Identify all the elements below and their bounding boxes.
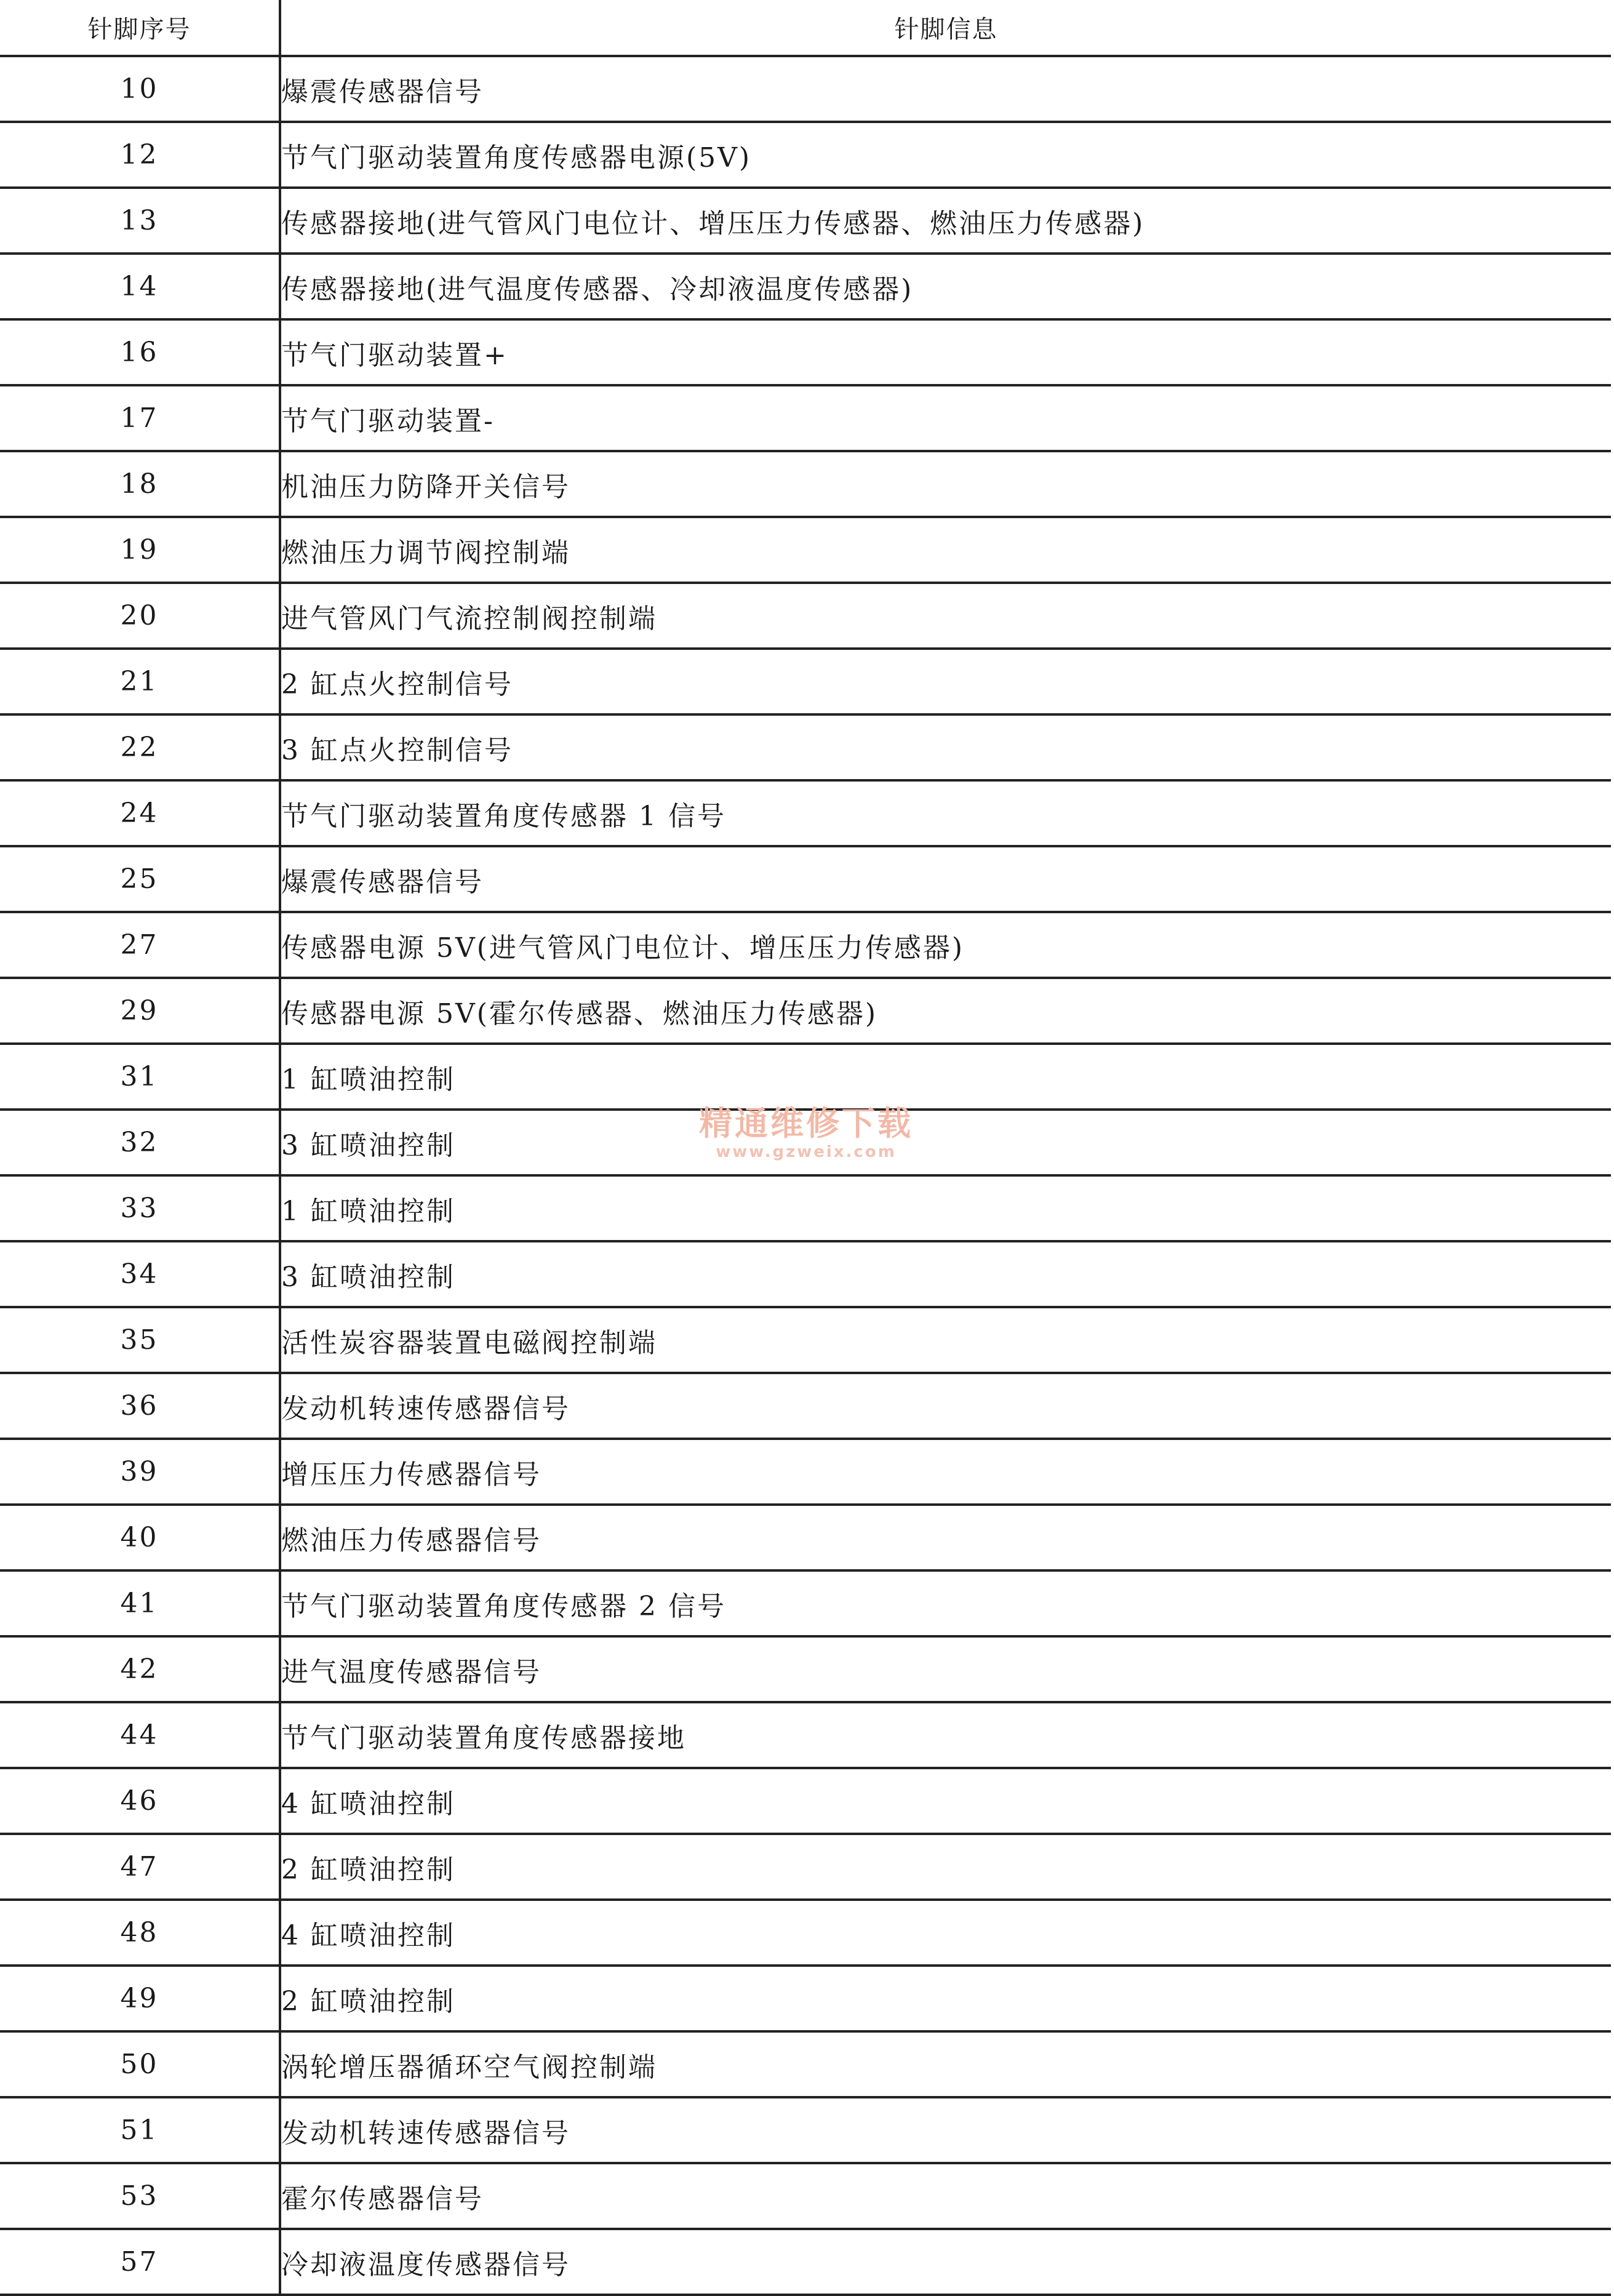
pin-info-cell: 霍尔传感器信号 bbox=[280, 2163, 1611, 2229]
pin-number-cell: 24 bbox=[0, 780, 280, 846]
pin-info-cell: 传感器电源 5V(进气管风门电位计、增压压力传感器) bbox=[280, 912, 1611, 978]
table-row bbox=[0, 517, 1611, 583]
table-row bbox=[0, 1570, 1611, 1636]
pin-number-cell: 27 bbox=[0, 912, 280, 978]
pin-info-cell: 节气门驱动装置- bbox=[280, 385, 1611, 451]
table-row bbox=[0, 319, 1611, 385]
pin-number-cell: 40 bbox=[0, 1505, 280, 1570]
pin-info-cell: 爆震传感器信号 bbox=[280, 846, 1611, 912]
pin-info-cell: 2 缸喷油控制 bbox=[280, 1966, 1611, 2031]
pin-info-cell: 冷却液温度传感器信号 bbox=[280, 2229, 1611, 2295]
table-row bbox=[0, 1834, 1611, 1900]
pin-number-cell: 34 bbox=[0, 1241, 280, 1307]
pin-info-cell: 燃油压力传感器信号 bbox=[280, 1505, 1611, 1570]
pin-number-cell: 57 bbox=[0, 2229, 280, 2295]
table-row bbox=[0, 1702, 1611, 1768]
pin-number-cell: 25 bbox=[0, 846, 280, 912]
pin-number-cell: 14 bbox=[0, 254, 280, 319]
pin-info-cell: 1 缸喷油控制 bbox=[280, 1044, 1611, 1110]
header-pin-number: 针脚序号 bbox=[0, 0, 280, 56]
pin-number-cell: 46 bbox=[0, 1768, 280, 1834]
pin-info-cell: 2 缸喷油控制 bbox=[280, 1834, 1611, 1900]
pin-info-cell: 发动机转速传感器信号 bbox=[280, 1373, 1611, 1439]
pin-info-cell: 3 缸喷油控制 bbox=[280, 1241, 1611, 1307]
table-row bbox=[0, 1175, 1611, 1241]
pin-number-cell: 50 bbox=[0, 2031, 280, 2097]
pin-number-cell: 12 bbox=[0, 122, 280, 188]
pin-info-cell: 节气门驱动装置角度传感器 1 信号 bbox=[280, 780, 1611, 846]
pin-info-cell: 节气门驱动装置+ bbox=[280, 319, 1611, 385]
pin-number-cell: 29 bbox=[0, 978, 280, 1044]
table-row bbox=[0, 2229, 1611, 2295]
pin-number-cell: 17 bbox=[0, 385, 280, 451]
pin-info-cell: 传感器电源 5V(霍尔传感器、燃油压力传感器) bbox=[280, 978, 1611, 1044]
pin-number-cell: 16 bbox=[0, 319, 280, 385]
pin-number-cell: 19 bbox=[0, 517, 280, 583]
header-pin-info: 针脚信息 bbox=[280, 0, 1611, 56]
pin-number-cell: 49 bbox=[0, 1966, 280, 2031]
table-row bbox=[0, 846, 1611, 912]
table-row bbox=[0, 1768, 1611, 1834]
pin-number-cell: 39 bbox=[0, 1439, 280, 1505]
pin-info-cell: 4 缸喷油控制 bbox=[280, 1768, 1611, 1834]
table-row bbox=[0, 978, 1611, 1044]
pin-info-cell: 燃油压力调节阀控制端 bbox=[280, 517, 1611, 583]
pin-number-cell: 33 bbox=[0, 1175, 280, 1241]
pin-number-cell: 47 bbox=[0, 1834, 280, 1900]
pin-info-cell: 发动机转速传感器信号 bbox=[280, 2097, 1611, 2163]
table-row bbox=[0, 1966, 1611, 2031]
pin-info-cell: 1 缸喷油控制 bbox=[280, 1175, 1611, 1241]
pin-info-cell: 节气门驱动装置角度传感器接地 bbox=[280, 1702, 1611, 1768]
pin-number-cell: 53 bbox=[0, 2163, 280, 2229]
table-row bbox=[0, 188, 1611, 254]
pin-number-cell: 42 bbox=[0, 1636, 280, 1702]
pin-info-cell: 传感器接地(进气管风门电位计、增压压力传感器、燃油压力传感器) bbox=[280, 188, 1611, 254]
table-row bbox=[0, 1307, 1611, 1373]
table-row bbox=[0, 385, 1611, 451]
pin-info-cell: 活性炭容器装置电磁阀控制端 bbox=[280, 1307, 1611, 1373]
pin-number-cell: 18 bbox=[0, 451, 280, 517]
pin-number-cell: 36 bbox=[0, 1373, 280, 1439]
pin-number-cell: 41 bbox=[0, 1570, 280, 1636]
pin-number-cell: 13 bbox=[0, 188, 280, 254]
table-row bbox=[0, 2031, 1611, 2097]
pin-number-cell: 44 bbox=[0, 1702, 280, 1768]
table-row bbox=[0, 649, 1611, 714]
table-row bbox=[0, 1636, 1611, 1702]
table-row bbox=[0, 2097, 1611, 2163]
table-row bbox=[0, 1241, 1611, 1307]
pin-number-cell: 10 bbox=[0, 56, 280, 122]
pin-number-cell: 35 bbox=[0, 1307, 280, 1373]
pin-number-cell: 20 bbox=[0, 583, 280, 649]
pin-info-cell: 2 缸点火控制信号 bbox=[280, 649, 1611, 714]
pin-number-cell: 21 bbox=[0, 649, 280, 714]
pin-info-cell: 进气管风门气流控制阀控制端 bbox=[280, 583, 1611, 649]
table-row bbox=[0, 912, 1611, 978]
table-row bbox=[0, 122, 1611, 188]
table-row bbox=[0, 1373, 1611, 1439]
pin-info-cell: 3 缸喷油控制 bbox=[280, 1110, 1611, 1175]
table-header-row bbox=[0, 0, 1611, 56]
pin-info-cell: 涡轮增压器循环空气阀控制端 bbox=[280, 2031, 1611, 2097]
pin-info-cell: 3 缸点火控制信号 bbox=[280, 714, 1611, 780]
pin-info-cell: 机油压力防降开关信号 bbox=[280, 451, 1611, 517]
table-row bbox=[0, 451, 1611, 517]
table-row bbox=[0, 714, 1611, 780]
pin-info-cell: 节气门驱动装置角度传感器电源(5V) bbox=[280, 122, 1611, 188]
pin-number-cell: 32 bbox=[0, 1110, 280, 1175]
watermark-text: 精通维修下载 bbox=[699, 1104, 913, 1143]
pin-info-cell: 进气温度传感器信号 bbox=[280, 1636, 1611, 1702]
pin-info-cell: 传感器接地(进气温度传感器、冷却液温度传感器) bbox=[280, 254, 1611, 319]
pin-number-cell: 51 bbox=[0, 2097, 280, 2163]
watermark-url: www.gzweix.com bbox=[716, 1143, 897, 1161]
table-row bbox=[0, 254, 1611, 319]
pin-info-cell: 增压压力传感器信号 bbox=[280, 1439, 1611, 1505]
pin-info-cell: 爆震传感器信号 bbox=[280, 56, 1611, 122]
table-row bbox=[0, 1044, 1611, 1110]
pin-number-cell: 22 bbox=[0, 714, 280, 780]
pin-info-cell: 4 缸喷油控制 bbox=[280, 1900, 1611, 1966]
pin-number-cell: 48 bbox=[0, 1900, 280, 1966]
table-row bbox=[0, 2163, 1611, 2229]
table-row bbox=[0, 1110, 1611, 1175]
table-row bbox=[0, 1900, 1611, 1966]
table-row bbox=[0, 780, 1611, 846]
pin-number-cell: 31 bbox=[0, 1044, 280, 1110]
table-row bbox=[0, 56, 1611, 122]
table-row bbox=[0, 1439, 1611, 1505]
table-row bbox=[0, 1505, 1611, 1570]
table-body bbox=[0, 56, 1611, 2295]
table-row bbox=[0, 583, 1611, 649]
pin-info-cell: 节气门驱动装置角度传感器 2 信号 bbox=[280, 1570, 1611, 1636]
